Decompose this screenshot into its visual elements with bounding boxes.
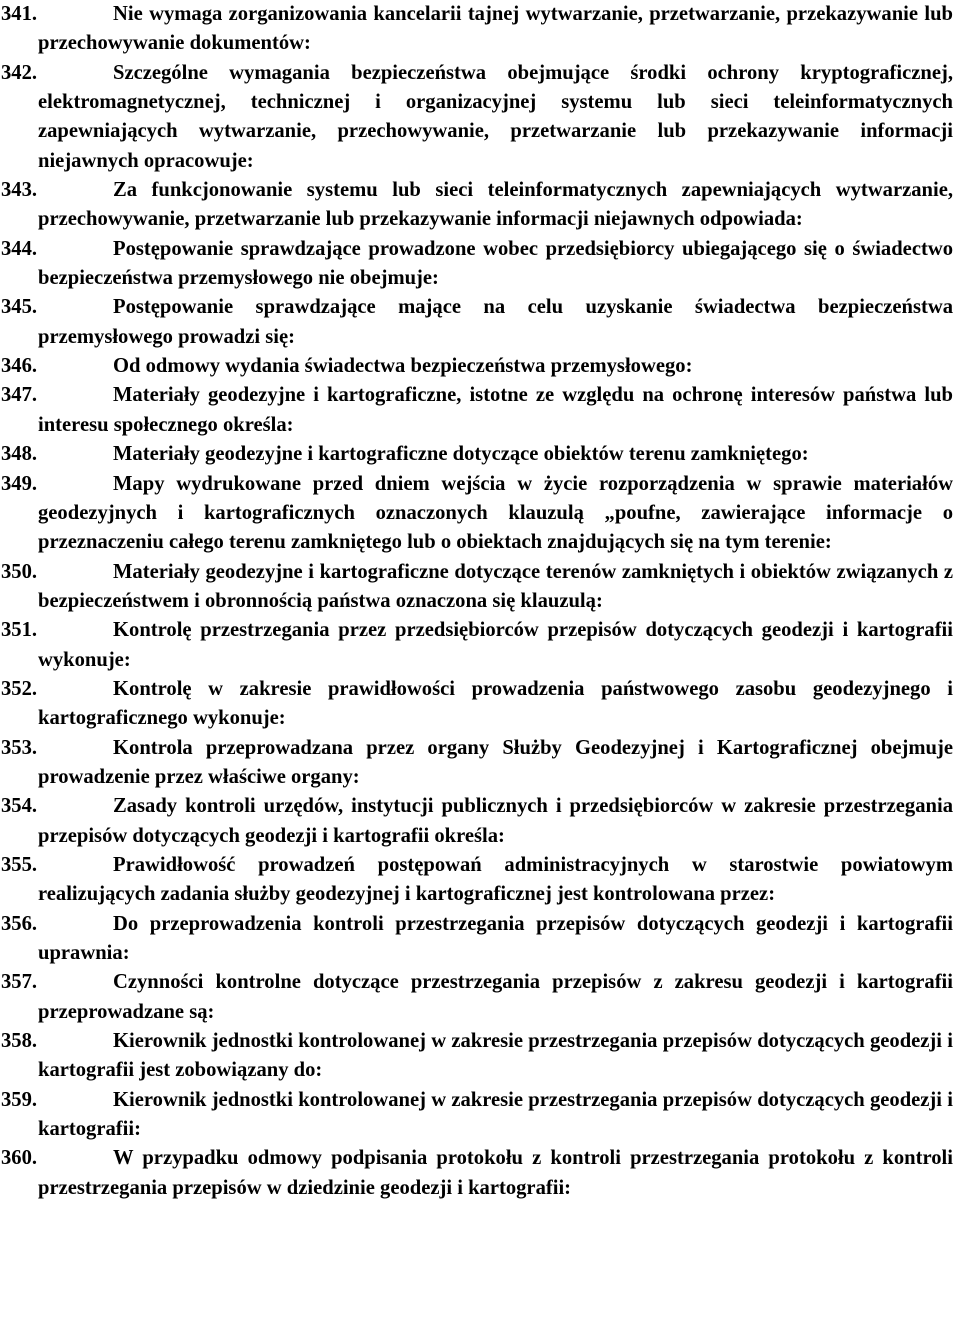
question-number: 341. <box>1 3 38 25</box>
question-number: 347. <box>1 384 38 407</box>
question-348 <box>1 440 953 469</box>
question-text: Materiały geodezyjne i kartograficzne, istotne ze względu na ochronę interesów państwa lub interesu społecznego określa: <box>38 384 953 436</box>
question-358 <box>1 1027 953 1086</box>
question-text: Kierownik jednostki kontrolowanej w zakresie przestrzegania przepisów dotyczących geodezji i kartografii jest zobowiązany do: <box>38 1030 953 1082</box>
question-352 <box>1 675 953 734</box>
question-text: W przypadku odmowy podpisania protokołu z kontroli przestrzegania protokołu z kontroli przestrzegania przepisów w dziedzinie geodezji i kartografii: <box>38 1147 953 1199</box>
question-number: 349. <box>1 472 38 495</box>
question-355 <box>1 851 953 910</box>
question-number: 355. <box>1 853 38 876</box>
question-351 <box>1 616 953 675</box>
question-text: Postępowanie sprawdzające mające na celu uzyskanie świadectwa bezpieczeństwa przemysłowego prowadzi się: <box>38 296 953 348</box>
question-number: 343. <box>1 179 38 202</box>
question-text: Kontrolę w zakresie prawidłowości prowadzenia państwowego zasobu geodezyjnego i kartograficznego wykonuje: <box>38 677 953 730</box>
question-343 <box>1 176 953 235</box>
question-349 <box>1 470 953 558</box>
question-text: Za funkcjonowanie systemu lub sieci teleinformatycznych zapewniających wytwarzanie, przechowywanie, przetwarzanie lub przekazywanie informacji niejawnych odpowiada: <box>38 179 953 231</box>
question-number: 352. <box>1 677 38 700</box>
question-number: 358. <box>1 1030 38 1053</box>
question-number: 354. <box>1 795 38 818</box>
question-number: 348. <box>1 443 38 466</box>
question-text: Kontrolę przestrzegania przez przedsiębiorców przepisów dotyczących geodezji i kartografii wykonuje: <box>38 619 953 671</box>
question-number: 356. <box>1 912 38 935</box>
question-number: 345. <box>1 296 38 319</box>
question-text: Szczególne wymagania bezpieczeństwa obejmujące środki ochrony kryptograficznej, elektromagnetycznej, technicznej i organizacyjnej systemu lub sieci teleinformatycznych zapewniających wytwarzanie, przechowywanie, przetwarzanie lub przekazywanie informacji niejawnych opracowuje: <box>38 61 953 172</box>
question-text: Do przeprowadzenia kontroli przestrzegania przepisów dotyczących geodezji i kartografii uprawnia: <box>38 912 953 964</box>
question-357 <box>1 968 953 1027</box>
question-number: 353. <box>1 736 38 759</box>
question-number: 346. <box>1 355 38 378</box>
question-number: 357. <box>1 971 38 994</box>
question-number: 342. <box>1 61 38 84</box>
question-345 <box>1 293 953 352</box>
question-360 <box>1 1144 953 1203</box>
question-number: 360. <box>1 1147 38 1170</box>
question-341 <box>1 0 953 59</box>
question-number: 344. <box>1 237 38 260</box>
question-text: Prawidłowość prowadzeń postępowań administracyjnych w starostwie powiatowym realizujących zadania służby geodezyjnej i kartograficznej jest kontrolowana przez: <box>38 853 953 906</box>
question-text: Kontrola przeprowadzana przez organy Służby Geodezyjnej i Kartograficznej obejmuje prowadzenie przez właściwe organy: <box>38 736 953 788</box>
question-344 <box>1 235 953 294</box>
question-text: Postępowanie sprawdzające prowadzone wobec przedsiębiorcy ubiegającego się o świadectwo bezpieczeństwa przemysłowego nie obejmuje: <box>38 237 953 290</box>
question-356 <box>1 910 953 969</box>
question-354 <box>1 792 953 851</box>
question-text: Mapy wydrukowane przed dniem wejścia w życie rozporządzenia w sprawie materiałów geodezyjnych i kartograficznych oznaczonych klauzulą „poufne, zawierające informacje o przeznaczeniu całego terenu zamkniętego lub o obiektach znajdujących się na tym terenie: <box>38 472 953 554</box>
question-346 <box>1 352 953 381</box>
question-350 <box>1 558 953 617</box>
question-text: Nie wymaga zorganizowania kancelarii tajnej wytwarzanie, przetwarzanie, przekazywanie lub przechowywanie dokumentów: <box>38 3 953 55</box>
question-text: Materiały geodezyjne i kartograficzne dotyczące obiektów terenu zamkniętego: <box>113 443 809 466</box>
question-342 <box>1 59 953 176</box>
question-353 <box>1 734 953 793</box>
question-text: Od odmowy wydania świadectwa bezpieczeństwa przemysłowego: <box>113 355 693 378</box>
question-number: 351. <box>1 619 38 642</box>
question-text: Materiały geodezyjne i kartograficzne dotyczące terenów zamkniętych i obiektów związanych z bezpieczeństwem i obronnością państwa oznaczona się klauzulą: <box>38 560 953 612</box>
question-text: Zasady kontroli urzędów, instytucji publicznych i przedsiębiorców w zakresie przestrzegania przepisów dotyczących geodezji i kartografii określa: <box>38 795 953 847</box>
question-347 <box>1 381 953 440</box>
question-text: Czynności kontrolne dotyczące przestrzegania przepisów z zakresu geodezji i kartografii przeprowadzane są: <box>38 971 953 1023</box>
question-number: 350. <box>1 560 38 583</box>
question-number: 359. <box>1 1088 38 1111</box>
question-359 <box>1 1086 953 1145</box>
question-text: Kierownik jednostki kontrolowanej w zakresie przestrzegania przepisów dotyczących geodezji i kartografii: <box>38 1088 953 1141</box>
